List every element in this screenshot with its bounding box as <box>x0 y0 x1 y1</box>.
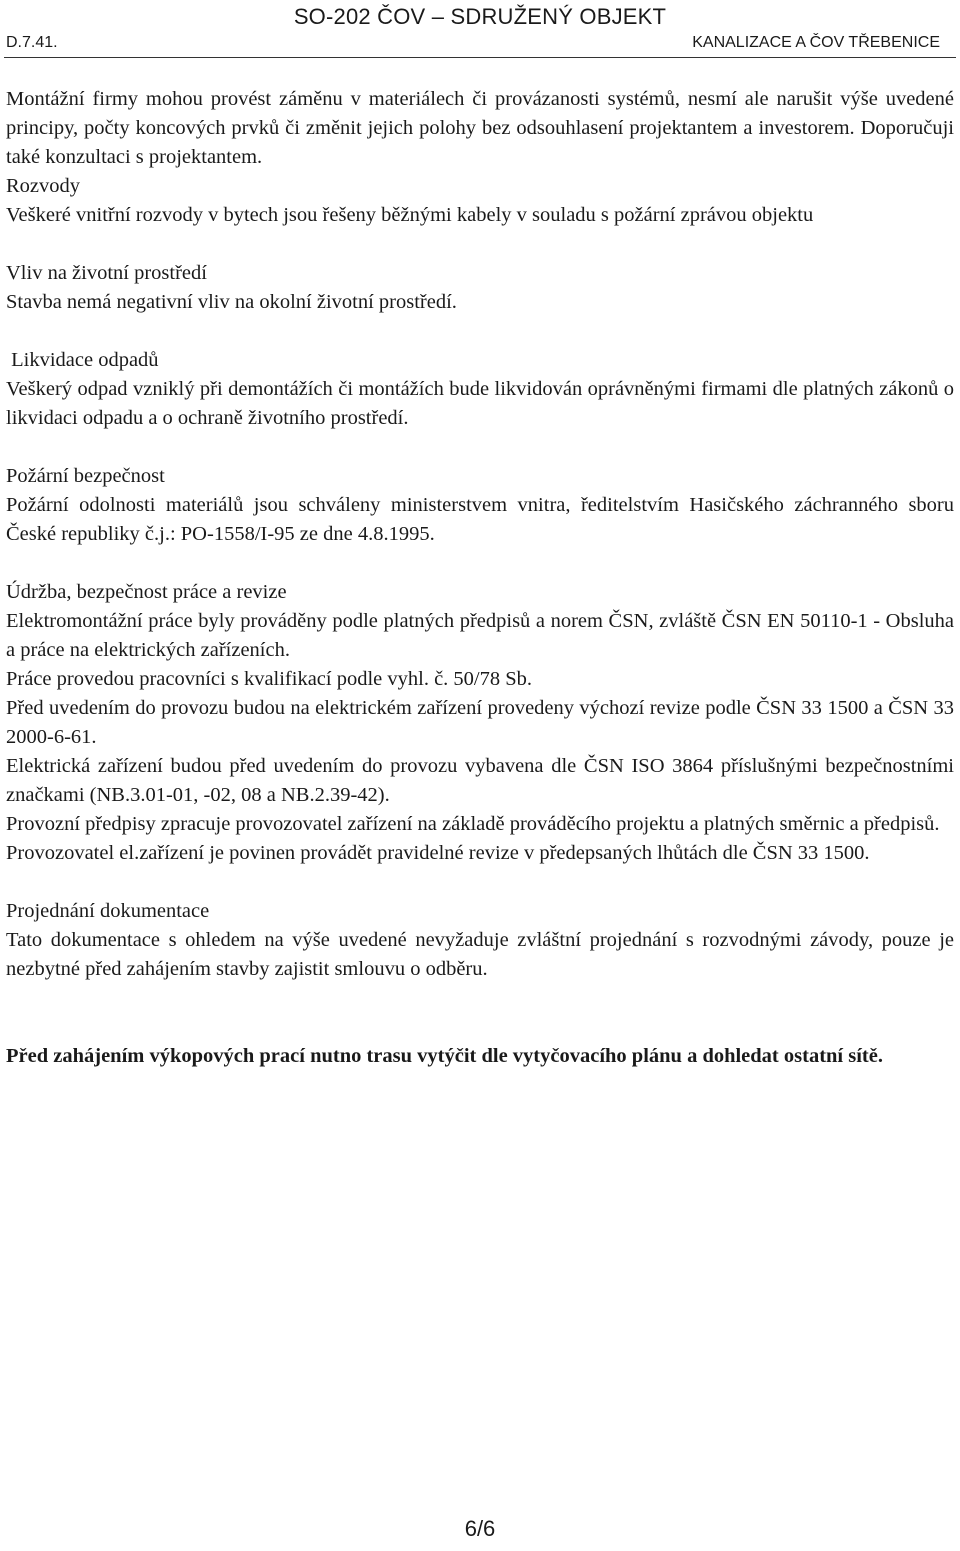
section-text-likvidace: Veškerý odpad vzniklý při demontážích či montážích bude likvidován oprávněnými firmami dle platných zákonů o likvidaci odpadu a o ochraně životního prostředí. <box>6 378 954 429</box>
section-text-udrzba-4: Elektrická zařízení budou před uvedením do provozu vybavena dle ČSN ISO 3864 příslušnými bezpečnostními značkami (NB.3.01-01, -02, 08 a NB.2.39-42). <box>6 755 954 806</box>
page-number: 6/6 <box>464 1516 496 1541</box>
section-heading-pozarni: Požární bezpečnost <box>6 465 165 487</box>
page-header <box>0 0 960 60</box>
section-heading-likvidace: Likvidace odpadů <box>6 349 159 371</box>
section-text-projednani: Tato dokumentace s ohledem na výše uvedené nevyžaduje zvláštní projednání s rozvodnými závody, pouze je nezbytné před zahájením stavby zajistit smlouvu o odběru. <box>6 929 954 980</box>
spacer <box>6 230 954 259</box>
section-text-vliv: Stavba nemá negativní vliv na okolní životní prostředí. <box>6 291 457 313</box>
section-text-udrzba-5: Provozní předpisy zpracuje provozovatel zařízení na základě prováděcího projektu a platných směrnic a předpisů. <box>6 813 940 835</box>
section-text-udrzba-3: Před uvedením do provozu budou na elektrickém zařízení provedeny výchozí revize podle ČSN 33 1500 a ČSN 33 2000-6-61. <box>6 697 954 748</box>
spacer <box>6 868 954 897</box>
header-divider <box>4 57 956 58</box>
section-heading-projednani: Projednání dokumentace <box>6 900 210 922</box>
section-heading-vliv: Vliv na životní prostředí <box>6 262 207 284</box>
section-text-udrzba-6: Provozovatel el.zařízení je povinen provádět pravidelné revize v předepsaných lhůtách dle ČSN 33 1500. <box>6 842 870 864</box>
final-warning-note: Před zahájením výkopových prací nutno trasu vytýčit dle vytyčovacího plánu a dohledat ostatní sítě. <box>6 1045 883 1067</box>
intro-paragraph: Montážní firmy mohou provést záměnu v materiálech či provázanosti systémů, nesmí ale narušit výše uvedené principy, počty koncových prvků či změnit jejich polohy bez odsouhlasení projektantem a investorem. Doporučuji také konzultaci s projektantem. <box>6 88 954 168</box>
project-name: KANALIZACE A ČOV TŘEBENICE <box>692 34 940 51</box>
spacer <box>6 317 954 346</box>
spacer <box>6 549 954 578</box>
document-body <box>6 85 954 1071</box>
section-text-pozarni: Požární odolnosti materiálů jsou schváleny ministerstvem vnitra, ředitelstvím Hasičského záchranného sboru České republiky č.j.: PO-1558/I-95 ze dne 4.8.1995. <box>6 494 954 545</box>
section-text-udrzba-1: Elektromontážní práce byly prováděny podle platných předpisů a norem ČSN, zvláště ČSN EN 50110-1 - Obsluha a práce na elektrických zařízeních. <box>6 610 954 661</box>
section-text-udrzba-2: Práce provedou pracovníci s kvalifikací podle vyhl. č. 50/78 Sb. <box>6 668 533 690</box>
section-heading-udrzba: Údržba, bezpečnost práce a revize <box>6 581 287 603</box>
spacer <box>6 984 954 1042</box>
section-heading-rozvody: Rozvody <box>6 175 81 197</box>
section-text-rozvody: Veškeré vnitřní rozvody v bytech jsou řešeny běžnými kabely v souladu s požární zprávou objektu <box>6 204 814 226</box>
document-code: D.7.41. <box>6 34 58 51</box>
spacer <box>6 433 954 462</box>
document-title: SO-202 ČOV – SDRUŽENÝ OBJEKT <box>293 4 667 29</box>
